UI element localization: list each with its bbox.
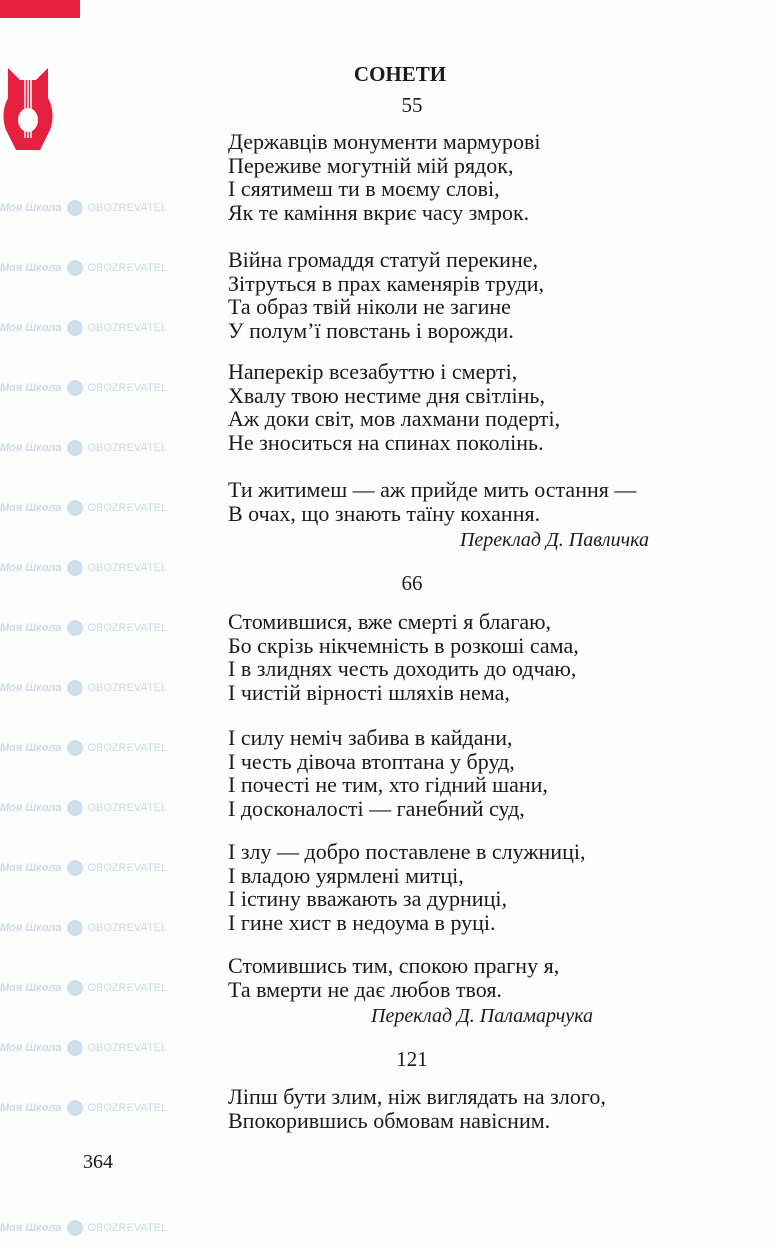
lyre-logo-icon [0,58,56,154]
verse-line: Стомившись тим, спокою прагну я, [228,953,560,978]
verse-line: І гине хист в недоума в руці. [228,909,496,935]
stanza [228,130,541,224]
watermark: Моя Школа OBOZREVATEL [0,380,167,396]
section-title: СОНЕТИ [353,62,447,86]
watermark: Моя Школа OBOZREVATEL [0,440,167,456]
verse-line: І в злиднях честь доходить до одчаю, [228,656,577,681]
verse-line: У полум’ї повстань і ворожди. [228,317,514,343]
watermark: Моя Школа OBOZREVATEL [0,500,167,516]
verse-line: І силу неміч забива в кайдани, [228,725,513,750]
watermark: Моя Школа OBOZREVATEL [0,1040,167,1056]
verse-line: В очах, що знають таїну кохання. [228,500,541,526]
watermark: Моя Школа OBOZREVATEL [0,680,167,696]
sonnet-number: 121 [396,1047,428,1071]
watermark: Моя Школа OBOZREVATEL [0,620,167,636]
verse-line: Стомившися, вже смерті я благаю, [228,609,552,634]
translator-credit: Переклад Д. Павличка [459,529,649,551]
sonnet-number: 66 [401,571,423,595]
stanza [228,360,560,454]
verse-line: І злу — добро поставлене в служниці, [228,839,586,864]
watermark: Моя Школа OBOZREVATEL [0,260,167,276]
verse-line: І сяятимеш ти в моєму слові, [228,176,500,201]
watermark: Моя Школа OBOZREVATEL [0,740,167,756]
verse-line: Як те каміння вкриє часу змрок. [228,199,530,225]
watermark: Моя Школа OBOZREVATEL [0,1220,167,1236]
verse-line: Державців монументи мармурові [228,129,541,154]
watermark: Моя Школа OBOZREVATEL [0,800,167,816]
translator-credit: Переклад Д. Паламарчука [371,1005,593,1027]
stanza [228,954,559,1001]
verse-line: І досконалості — ганебний суд, [228,795,525,821]
watermark: Моя Школа OBOZREVATEL [0,980,167,996]
stanza [228,610,579,704]
stanza [228,726,548,820]
verse-line: Зітруться в прах каменярів труди, [228,270,545,296]
verse-line: Аж доки світ, мов лахмани подерті, [228,406,561,431]
verse-line: Війна громаддя статуй перекине, [228,247,538,272]
stanza [228,248,544,342]
verse-line: Переживе могутній мій рядок, [228,152,514,178]
verse-line: І владою уярмлені митці, [228,862,464,888]
verse-line: Ти житимеш — аж прийде мить остання — [228,477,637,502]
verse-line: І честь дівоча втоптана у бруд, [228,748,515,774]
watermark: Моя Школа OBOZREVATEL [0,1100,167,1116]
verse-line: І почесті не тим, хто гідний шани, [228,772,548,797]
verse-line: Бо скрізь нікчемність в розкоші сама, [228,632,579,658]
verse-line: І чистій вірності шляхів нема, [228,679,510,705]
stanza [228,478,636,525]
watermark: Моя Школа OBOZREVATEL [0,860,167,876]
watermark: Моя Школа OBOZREVATEL [0,200,167,216]
verse-line: І істину вважають за дурниці, [228,886,507,911]
sonnet-number: 55 [401,93,423,117]
watermark: Моя Школа OBOZREVATEL [0,560,167,576]
chapter-color-tab [0,0,80,18]
verse-line: Наперекір всезабуттю і смерті, [228,359,518,384]
verse-line: Хвалу твою нестиме дня світлінь, [228,382,545,408]
page-number: 364 [83,1151,113,1173]
stanza [228,1085,606,1132]
watermark: Моя Школа OBOZREVATEL [0,320,167,336]
verse-line: Не зноситься на спинах поколінь. [228,429,544,455]
watermark: Моя Школа OBOZREVATEL [0,920,167,936]
verse-line: Та вмерти не дає любов твоя. [228,976,502,1002]
stanza [228,840,585,934]
verse-line: Впокорившись обмовам навісним. [228,1107,551,1133]
verse-line: Та образ твій ніколи не загине [228,294,511,319]
verse-line: Ліпш бути злим, ніж виглядать на злого, [228,1084,606,1109]
